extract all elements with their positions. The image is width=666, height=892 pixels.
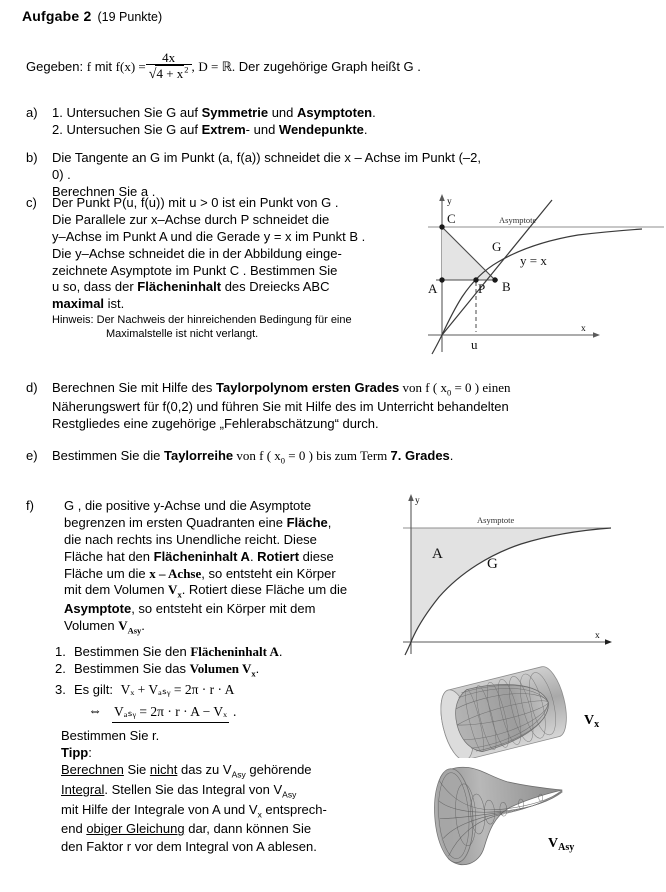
given-mit: mit (94, 58, 113, 74)
task-c-body (52, 195, 365, 342)
f-item-2 (55, 660, 415, 680)
f-l2-pre: begrenzen im ersten Quadranten eine (64, 514, 287, 530)
bestimmen-r: Bestimmen Sie r. (61, 727, 160, 743)
f-l4-post: diese (299, 548, 334, 564)
d-l1-pre: Berechnen Sie mit Hilfe des (52, 380, 217, 395)
f-i3-pre: Es gilt: (74, 681, 114, 697)
f-item-2-text (74, 660, 259, 680)
d-l1-post2: = 0 ) einen (451, 380, 511, 395)
task-e-label: e) (26, 448, 38, 463)
tipp-l1-post: das zu V (177, 761, 232, 777)
f-l7-b: Asymptote (64, 601, 132, 617)
point-b-dot (492, 277, 497, 282)
task-d-l3: Restgliedes eine zugehörige „Fehlerabschätzung“ durch. (52, 415, 379, 431)
f-l7-post: , so entsteht ein Körper mit dem (131, 601, 316, 617)
task-f (26, 498, 416, 637)
f-i2-pre: Bestimmen Sie das (74, 661, 190, 677)
f-l6-post: . Rotiert diese Fläche um die (181, 582, 348, 598)
d-l1-b: Taylorpolynom ersten Grades (216, 380, 400, 395)
function-fraction (146, 51, 192, 82)
task-a-line1 (52, 105, 376, 122)
f-l4-mid: . (249, 548, 258, 564)
c-l6-post: des Dreiecks ABC (221, 279, 330, 295)
page-title (22, 8, 162, 24)
task-a-label: a) (26, 105, 38, 120)
a-l2-pre: 2. Untersuchen Sie G auf (52, 121, 202, 137)
tipp-l4 (55, 820, 415, 837)
triangle-abc-diagram (428, 192, 664, 360)
label-point-p: P (478, 281, 486, 296)
f-l8-b: V (118, 617, 128, 633)
equivalence-arrow: ⇔ (88, 703, 102, 719)
solid-vasy-container (432, 763, 662, 873)
f-l8-pre: Volumen (64, 617, 119, 633)
task-d (26, 380, 641, 432)
solid-vx-container (432, 658, 662, 758)
f-i1-post: . (278, 644, 283, 659)
f-l5-post: , so entsteht ein Körper (201, 565, 336, 581)
label-line-yx: y = x (520, 253, 547, 268)
tipp-heading (55, 744, 415, 761)
d-l1-post: von f ( x (399, 380, 447, 395)
tipp-l4-pre: end (61, 821, 87, 837)
point-a-dot (439, 277, 444, 282)
task-c-l7 (52, 296, 365, 313)
task-d-body (52, 380, 641, 432)
task-f-body (52, 498, 347, 637)
tipp-label: Tipp (61, 744, 89, 760)
x-axis-arrow-f (605, 639, 612, 645)
f-i1-b: Flächeninhalt A (190, 644, 279, 659)
curve-g-tail (432, 335, 442, 354)
label-area-a: A (432, 546, 443, 562)
task-b-line1: Die Tangente an G im Punkt (a, f(a)) schneidet die x – Achse im Punkt (–2, 0) . (52, 150, 481, 182)
f-equation-2-row (55, 703, 415, 723)
f-item-1-text (74, 643, 282, 660)
task-f-l8 (64, 618, 347, 637)
task-a-body (52, 105, 376, 139)
label-curve-g-f: G (487, 556, 498, 572)
task-f-list (55, 643, 415, 855)
f-l4-b1: Flächeninhalt A (153, 548, 250, 564)
f-i2-sub: x (251, 668, 256, 679)
rotation-body-vx (432, 658, 662, 758)
y-axis-arrow (439, 194, 445, 201)
task-f-l1: G , die positive y-Achse und die Asymptote (64, 498, 312, 513)
d-l1-sub: 0 (446, 387, 452, 398)
tipp-l5: den Faktor r vor dem Integral von A ablesen. (61, 838, 317, 854)
a-l2-mid: - und (245, 121, 279, 137)
tipp-l2-post: . Stellen Sie das Integral von V (104, 781, 283, 797)
curve-g (442, 229, 642, 335)
tipp-l1-sub: Asy (231, 769, 246, 780)
a-l1-end: . (372, 105, 376, 120)
task-points: (19 Punkte) (97, 10, 163, 24)
tipp-u-obiger: obiger Gleichung (86, 821, 185, 837)
a-l1-b1: Symmetrie (201, 105, 269, 120)
f-item-3-text (74, 681, 234, 699)
given-statement (26, 52, 421, 83)
c-l6-pre: u so, dass der (52, 279, 138, 295)
tipp-l1-mid: Sie (123, 761, 150, 777)
label-y-axis: y (447, 197, 452, 207)
area-under-curve-diagram (403, 492, 663, 657)
task-f-l6 (64, 582, 347, 601)
label-u: u (471, 337, 478, 352)
e-l1-sub: 0 (280, 455, 286, 466)
label-x-axis-f: x (595, 631, 600, 641)
c-l7-b: maximal (52, 296, 105, 312)
f-l5-pre: Fläche um die (64, 565, 150, 581)
tipp-u-nicht: nicht (149, 761, 178, 777)
y-axis-arrow-f (408, 494, 414, 501)
tipp-l4-post: dar, dann können Sie (184, 821, 312, 837)
task-c-l5: zeichnete Asymptote im Punkt C . Bestimmen Sie (52, 262, 338, 278)
task-f-l3: die nach rechts ins Unendliche reicht. Diese (64, 531, 317, 547)
task-c-hint1: Hinweis: Der Nachweis der hinreichenden Bedingung für eine (52, 314, 352, 327)
task-b (26, 150, 496, 201)
f-item-1-number: 1. (55, 644, 66, 659)
sqrt-radicand: 4 + x (156, 65, 184, 81)
f-l4-pre: Fläche hat den (64, 548, 154, 564)
e-l1-b: Taylorreihe (164, 448, 234, 463)
task-c-hint2: Maximalstelle ist nicht verlangt. (106, 327, 259, 340)
figure-f-container (403, 492, 663, 657)
e-l1-end: . (449, 448, 454, 463)
task-a (26, 105, 456, 139)
equation-2-period: . (233, 703, 237, 719)
given-comma: , (191, 58, 195, 74)
f-l2-b: Fläche (286, 514, 328, 530)
solid-vx-label: $V_x$ (584, 713, 600, 730)
task-c-l4: Die y–Achse schneidet die in der Abbildung einge- (52, 245, 342, 261)
tipp-l3-post: entsprech- (261, 801, 327, 817)
equation-2: Vₐₛᵧ = 2π · r · A − Vₓ (112, 703, 229, 723)
tipp-l3-pre: mit Hilfe der Integrale von A und V (61, 801, 258, 817)
c-l7-post: ist. (104, 296, 125, 312)
task-c-l1: Der Punkt P(u, f(u)) mit u > 0 ist ein Punkt von G . (52, 195, 339, 210)
f-l5-b: x – Achse (149, 565, 202, 581)
e-l1-pre: Bestimmen Sie die (52, 448, 164, 463)
task-f-l7 (64, 601, 347, 618)
given-domain: D = ℝ (198, 58, 232, 74)
given-period: . (231, 58, 236, 74)
task-a-line2 (52, 122, 376, 139)
given-fx: f(x) = (115, 58, 146, 74)
task-f-l2 (64, 515, 347, 532)
task-c-label: c) (26, 195, 37, 210)
f-l4-b2: Rotiert (257, 548, 300, 564)
tipp-l3-sub: x (257, 809, 262, 820)
task-b-label: b) (26, 150, 38, 165)
point-c-dot (439, 224, 444, 229)
f-l6-pre: mit dem Volumen (64, 582, 169, 598)
a-l1-b2: Asymptoten (297, 105, 373, 120)
f-item-3 (55, 681, 415, 699)
f-i2-post: . (255, 661, 260, 677)
tipp-u-integral: Integral (61, 781, 105, 797)
sqrt-exponent: 2 (184, 64, 189, 75)
task-c-l6 (52, 279, 365, 296)
task-c-l3: y–Achse im Punkt A und die Gerade y = x im Punkt B . (52, 228, 366, 244)
x-axis-arrow (593, 332, 600, 338)
task-f-label: f) (26, 498, 34, 513)
fraction-numerator: 4x (162, 50, 176, 65)
task-e (26, 448, 626, 467)
label-y-axis-f: y (415, 496, 420, 506)
f-i2-b: Volumen V (189, 661, 252, 677)
label-curve-g: G (492, 239, 502, 254)
tipp-colon: : (88, 744, 92, 760)
f-l6-sub: x (177, 590, 182, 601)
fraction-denominator: $√4 + x^2$ (146, 64, 192, 82)
a-l1-mid: und (268, 105, 297, 120)
tipp-l1-end: gehörende (245, 761, 312, 777)
label-x-axis: x (581, 324, 586, 334)
task-d-l2: Näherungswert für f(0,2) und führen Sie mit Hilfe des im Unterricht behandelten (52, 398, 509, 414)
given-tail: Der zugehörige Graph heißt G . (238, 58, 421, 74)
task-f-l5 (64, 566, 347, 583)
e-l1-mid: von f ( x (233, 448, 281, 463)
label-asymptote: Asymptote (499, 215, 537, 225)
a-l2-b1: Extrem (201, 121, 246, 137)
given-prefix: Gegeben: (26, 58, 84, 74)
task-d-l1 (52, 380, 641, 399)
tipp-l2 (55, 781, 415, 801)
task-b-line2: Berechnen Sie a . (52, 183, 156, 199)
task-e-l1 (52, 448, 453, 467)
a-l1-pre: 1. Untersuchen Sie G auf (52, 105, 202, 120)
task-d-label: d) (26, 380, 38, 395)
task-c-l2: Die Parallele zur x–Achse durch P schneidet die (52, 211, 330, 227)
a-l2-b2: Wendepunkte (278, 121, 364, 137)
label-point-a: A (428, 281, 438, 296)
figure-c-container (428, 192, 664, 360)
task-c (26, 195, 436, 342)
equation-1: Vₓ + Vₐₛᵧ = 2π · r · A (120, 681, 235, 697)
given-f: f (86, 58, 92, 74)
f-l6-b: V (168, 582, 178, 598)
solid-vasy-label: $V_{Asy}$ (548, 836, 575, 853)
e-l1-b2: 7. Grades (390, 448, 450, 463)
label-point-c: C (447, 211, 456, 226)
tipp-l3 (55, 801, 415, 821)
f-l8-sub: Asy (127, 625, 142, 636)
f-item-1 (55, 643, 415, 660)
a-l2-end: . (363, 121, 368, 137)
tipp-l1 (55, 761, 415, 781)
f-l2-post: , (327, 514, 332, 530)
label-asymptote-f: Asymptote (477, 515, 515, 525)
tipp-u-berechnen: Berechnen (61, 761, 124, 777)
cylinder-group (435, 663, 573, 758)
task-f-l4 (64, 549, 347, 566)
f-l8-post: . (141, 617, 145, 633)
funnel-group (432, 763, 567, 867)
tipp-l2-sub: Asy (282, 789, 297, 800)
task-title: Aufgabe 2 (22, 8, 92, 24)
curve-g-f-tail (405, 642, 411, 655)
c-l6-b: Flächeninhalt (137, 279, 222, 295)
rotation-body-vasy (432, 763, 662, 873)
task-e-body (52, 448, 453, 467)
label-point-b: B (502, 279, 511, 294)
f-i1-pre: Bestimmen Sie den (74, 644, 191, 659)
f-item-2-number: 2. (55, 661, 66, 677)
e-l1-mid2: = 0 ) bis zum Term (285, 448, 391, 463)
f-item-3-number: 3. (55, 681, 66, 697)
